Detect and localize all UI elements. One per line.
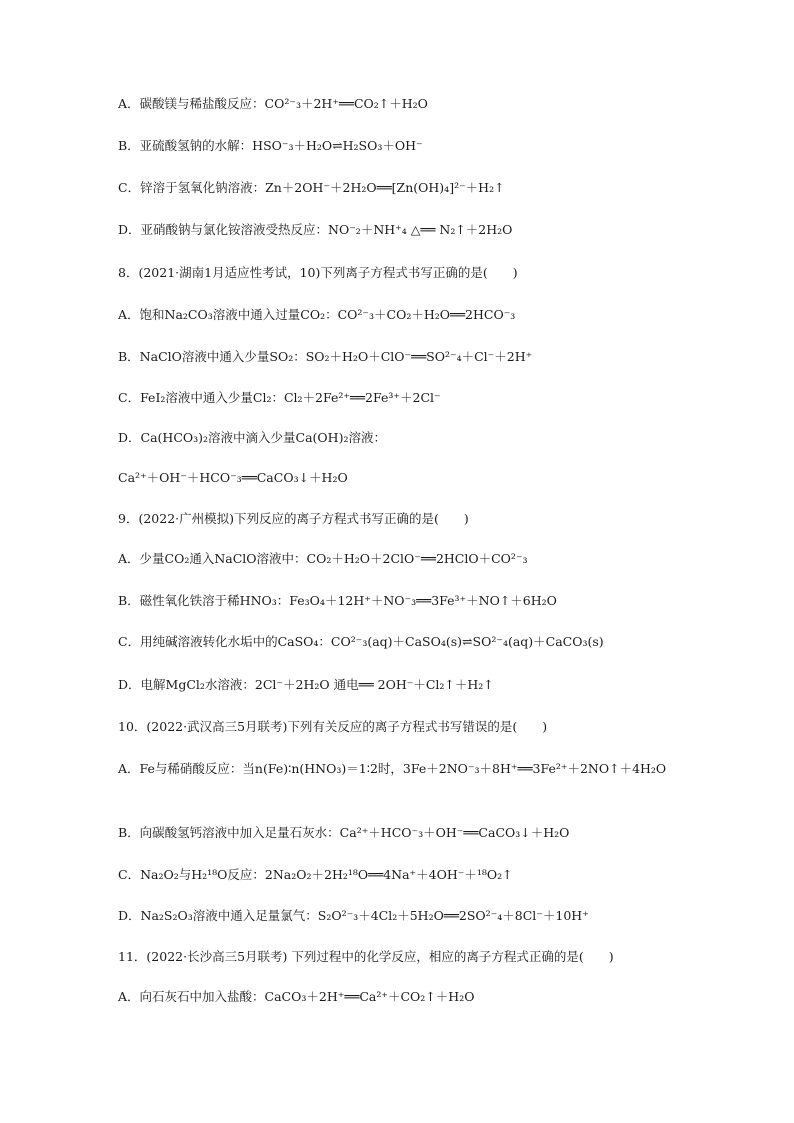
option-8b: B．NaClO溶液中通入少量SO₂：SO₂＋H₂O＋ClO⁻══SO²⁻₄＋Cl⁻＋2H⁺ [118,349,533,364]
option-7a: A．碳酸镁与稀盐酸反应：CO²⁻₃＋2H⁺══CO₂↑＋H₂O [118,96,428,111]
option-7c: C．锌溶于氢氧化钠溶液：Zn＋2OH⁻＋2H₂O══[Zn(OH)₄]²⁻＋H₂↑ [118,180,505,195]
option-10d: D．Na₂S₂O₃溶液中通入足量氯气：S₂O²⁻₃＋4Cl₂＋5H₂O══2SO²⁻₄＋8Cl⁻＋10H⁺ [118,908,589,923]
option-9d: D．电解MgCl₂水溶液：2Cl⁻＋2H₂O 通电══ 2OH⁻＋Cl₂↑＋H₂↑ [118,677,494,692]
option-10a: A．Fe与稀硝酸反应：当n(Fe)∶n(HNO₃)＝1∶2时，3Fe＋2NO⁻₃＋8H⁺══3Fe²⁺＋2NO↑＋4H₂O [118,761,667,776]
option-8c: C．FeI₂溶液中通入少量Cl₂：Cl₂＋2Fe²⁺══2Fe³⁺＋2Cl⁻ [118,390,441,405]
option-7b: B．亚硫酸氢钠的水解：HSO⁻₃＋H₂O⇌H₂SO₃＋OH⁻ [118,138,423,153]
option-9b: B．磁性氧化铁溶于稀HNO₃：Fe₃O₄＋12H⁺＋NO⁻₃══3Fe³⁺＋NO↑＋6H₂O [118,593,557,608]
question-11: 11．(2022·长沙高三5月联考) 下列过程中的化学反应，相应的离子方程式正确的是( ) [118,949,614,964]
option-7d: D．亚硝酸钠与氯化铵溶液受热反应：NO⁻₂＋NH⁺₄ △══ N₂↑＋2H₂O [118,222,513,237]
question-10: 10．(2022·武汉高三5月联考)下列有关反应的离子方程式书写错误的是( ) [118,719,548,734]
option-8d: D．Ca(HCO₃)₂溶液中滴入少量Ca(OH)₂溶液： [118,430,386,445]
option-11a: A．向石灰石中加入盐酸：CaCO₃＋2H⁺══Ca²⁺＋CO₂↑＋H₂O [118,989,475,1004]
option-8d-equation: Ca²⁺＋OH⁻＋HCO⁻₃══CaCO₃↓＋H₂O [118,470,348,485]
option-10b: B．向碳酸氢钙溶液中加入足量石灰水：Ca²⁺＋HCO⁻₃＋OH⁻══CaCO₃↓＋H₂O [118,825,570,840]
option-9c: C．用纯碱溶液转化水垢中的CaSO₄：CO²⁻₃(aq)＋CaSO₄(s)⇌SO²⁻₄(aq)＋CaCO₃(s) [118,634,604,649]
option-10c: C．Na₂O₂与H₂¹⁸O反应：2Na₂O₂＋2H₂¹⁸O══4Na⁺＋4OH⁻＋¹⁸O₂↑ [118,867,513,882]
question-8: 8．(2021·湖南1月适应性考试，10)下列离子方程式书写正确的是( ) [118,265,518,280]
option-8a: A．饱和Na₂CO₃溶液中通入过量CO₂：CO²⁻₃＋CO₂＋H₂O══2HCO⁻₃ [118,307,516,322]
question-9: 9．(2022·广州模拟)下列反应的离子方程式书写正确的是( ) [118,511,469,526]
option-9a: A．少量CO₂通入NaClO溶液中：CO₂＋H₂O＋2ClO⁻══2HClO＋CO²⁻₃ [118,551,528,566]
